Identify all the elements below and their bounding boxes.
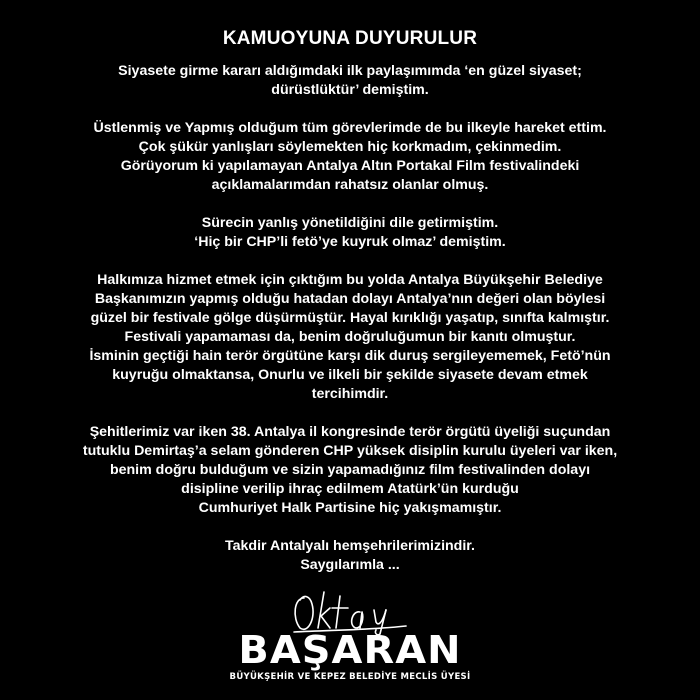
text-line: Sürecin yanlış yönetildiğini dile getirmiştim. bbox=[201, 215, 499, 231]
text-line: Saygılarımla ... bbox=[300, 557, 400, 573]
text-line: İsminin geçtiği hain terör örgütüne karşı dik duruş sergileyememek, Fetö’nün bbox=[89, 348, 611, 364]
text-line: Üstlenmiş ve Yapmış olduğum tüm görevlerimde de bu ilkeyle hareket ettim. bbox=[93, 120, 607, 136]
text-line: benim doğru bulduğum ve sizin yapamadığınız film festivalinden dolayı bbox=[109, 462, 591, 478]
paragraph-6 bbox=[40, 537, 660, 575]
paragraph-1 bbox=[40, 62, 660, 100]
text-line: açıklamalarımdan rahatsız olanlar olmuş. bbox=[211, 177, 489, 193]
page-title: KAMUOYUNA DUYURULUR bbox=[222, 28, 478, 49]
text-line: Başkanımızın yapmış olduğu hatadan dolayı Antalya’nın değeri olan böylesi bbox=[94, 291, 606, 307]
text-line: dürüstlüktür’ demiştim. bbox=[271, 82, 429, 98]
signature-name: BAŞARAN bbox=[238, 628, 462, 672]
text-line: Siyasete girme kararı aldığımdaki ilk paylaşımımda ‘en güzel siyaset; bbox=[118, 63, 582, 79]
text-line: Çok şükür yanlışları söylemekten hiç korkmadım, çekinmedim. bbox=[138, 139, 562, 155]
paragraph-4 bbox=[40, 271, 660, 404]
paragraph-3 bbox=[40, 214, 660, 252]
text-line: güzel bir festivale gölge düşürmüştür. Hayal kırıklığı yaşatıp, sınıfta kalmıştır. bbox=[90, 310, 610, 326]
text-line: tutuklu Demirtaş’a selam gönderen CHP yüksek disiplin kurulu üyeleri var iken, bbox=[82, 443, 618, 459]
text-line: Halkımıza hizmet etmek için çıktığım bu yolda Antalya Büyükşehir Belediye bbox=[97, 272, 603, 288]
text-line: Festivali yapamaması da, benim doğruluğumun bir kanıtı olmuştur. bbox=[124, 329, 576, 345]
text-line: Görüyorum ki yapılamayan Antalya Altın Portakal Film festivalindeki bbox=[120, 158, 580, 174]
text-line: tercihimdir. bbox=[311, 386, 389, 402]
text-line: ‘Hiç bir CHP’li fetö’ye kuyruk olmaz’ demiştim. bbox=[194, 234, 506, 250]
text-line: Cumhuriyet Halk Partisine hiç yakışmamıştır. bbox=[198, 500, 502, 516]
paragraph-2 bbox=[40, 119, 660, 195]
signature-block bbox=[0, 588, 700, 688]
paragraph-5 bbox=[40, 423, 660, 518]
text-line: Şehitlerimiz var iken 38. Antalya il kongresinde terör örgütü üyeliği suçundan bbox=[89, 424, 611, 440]
text-line: disipline verilip ihraç edilmem Atatürk’ün kurduğu bbox=[181, 481, 519, 497]
text-line: Takdir Antalyalı hemşehrilerimizindir. bbox=[225, 538, 475, 554]
signature-title: BÜYÜKŞEHİR VE KEPEZ BELEDİYE MECLİS ÜYESİ bbox=[229, 672, 471, 682]
text-line: kuyruğu olmaktansa, Onurlu ve ilkeli bir şekilde siyasete devam etmek bbox=[112, 367, 588, 383]
announcement-body bbox=[40, 62, 660, 575]
